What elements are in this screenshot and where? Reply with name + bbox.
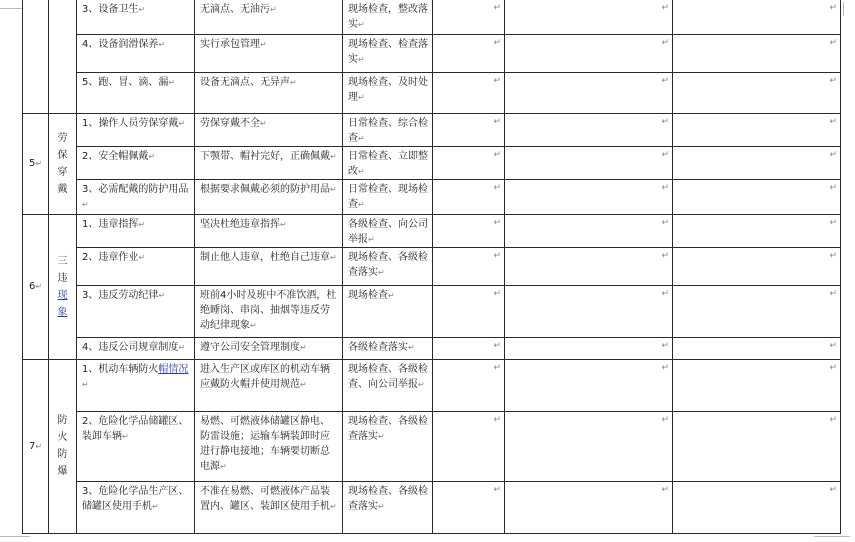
item-cell: 3、危险化学品生产区、储罐区使用手机↵ (77, 481, 195, 533)
row-number-cell: 6↵ (23, 214, 49, 359)
item-cell: 3、设备卫生↵ (77, 0, 195, 34)
category-cell (49, 0, 77, 113)
blank-cell: ↵ (673, 481, 841, 533)
item-cell: 1、操作人员劳保穿戴↵ (77, 113, 195, 146)
blank-cell: ↵ (505, 179, 673, 214)
crop-mark (843, 2, 844, 16)
standard-cell: 进入生产区或库区的机动车辆应戴防火帽并使用规范↵ (195, 359, 343, 411)
blank-cell: ↵ (673, 72, 841, 113)
blank-cell: ↵ (673, 411, 841, 481)
check-method-cell: 现场检查，整改落实↵ (343, 0, 433, 34)
standard-cell: 易燃、可燃液体储罐区静电、防雷设施；运输车辆装卸时应进行静电接地；车辆要切断总电源↵ (195, 411, 343, 481)
standard-cell: 无滴点、无油污↵ (195, 0, 343, 34)
blank-cell: ↵ (433, 337, 505, 359)
item-cell: 2、安全帽佩戴↵ (77, 146, 195, 179)
blank-cell: ↵ (505, 359, 673, 411)
blank-cell: ↵ (505, 247, 673, 285)
blank-cell: ↵ (673, 214, 841, 247)
blank-cell: ↵ (505, 72, 673, 113)
table-row (23, 72, 841, 113)
blank-cell: ↵ (673, 247, 841, 285)
standard-cell: 劳保穿戴不全↵ (195, 113, 343, 146)
blank-cell: ↵ (505, 0, 673, 34)
table-row (23, 337, 841, 359)
blank-cell: ↵ (433, 285, 505, 337)
item-cell: 4、违反公司规章制度↵ (77, 337, 195, 359)
crop-mark (0, 536, 30, 537)
table-row (23, 411, 841, 481)
standard-cell: 下颚带、帽衬完好，正确佩戴↵ (195, 146, 343, 179)
blank-cell: ↵ (505, 337, 673, 359)
table-row (23, 285, 841, 337)
blank-cell: ↵ (505, 146, 673, 179)
blank-cell: ↵ (673, 359, 841, 411)
row-number-cell: 7↵ (23, 359, 49, 533)
blank-cell: ↵ (433, 179, 505, 214)
blank-cell: ↵ (505, 411, 673, 481)
item-cell: 3、违反劳动纪律↵ (77, 285, 195, 337)
item-cell: 4、设备润滑保养↵ (77, 34, 195, 72)
standard-cell: 班前4小时及班中不准饮酒，杜绝睡岗、串岗、抽烟等违反劳动纪律现象↵ (195, 285, 343, 337)
blank-cell: ↵ (433, 481, 505, 533)
check-method-cell: 各级检查落实↵ (343, 337, 433, 359)
standard-cell: 不准在易燃、可燃液体产品装置内、罐区、装卸区使用手机↵ (195, 481, 343, 533)
inspection-table (22, 0, 841, 534)
blank-cell: ↵ (673, 179, 841, 214)
item-cell: 2、危险化学品储罐区、装卸车辆↵ (77, 411, 195, 481)
check-method-cell: 日常检查、立即整改↵ (343, 146, 433, 179)
category-cell: 三 违 现 象 (49, 214, 77, 359)
table-row (23, 34, 841, 72)
check-method-cell: 现场检查、各级检查落实↵ (343, 481, 433, 533)
blank-cell: ↵ (673, 146, 841, 179)
table-row (23, 481, 841, 533)
standard-cell: 坚决杜绝违章指挥↵ (195, 214, 343, 247)
crop-mark (0, 8, 22, 9)
blank-cell: ↵ (433, 214, 505, 247)
row-number-cell (23, 0, 49, 113)
item-cell: 3、必需配戴的防护用品↵ (77, 179, 195, 214)
item-cell: 1、机动车辆防火帽情况↵ (77, 359, 195, 411)
item-cell: 2、违章作业↵ (77, 247, 195, 285)
blank-cell: ↵ (505, 34, 673, 72)
check-method-cell: 现场检查、各级检查落实↵ (343, 247, 433, 285)
blank-cell: ↵ (433, 0, 505, 34)
category-cell: 劳 保 穿 戴 (49, 113, 77, 214)
blank-cell: ↵ (433, 72, 505, 113)
blank-cell: ↵ (433, 411, 505, 481)
blank-cell: ↵ (505, 113, 673, 146)
check-method-cell: 各级检查、向公司举报↵ (343, 214, 433, 247)
check-method-cell: 日常检查、现场检查↵ (343, 179, 433, 214)
blank-cell: ↵ (673, 285, 841, 337)
blank-cell: ↵ (673, 0, 841, 34)
blank-cell: ↵ (433, 247, 505, 285)
blank-cell: ↵ (433, 34, 505, 72)
check-method-cell: 现场检查↵ (343, 285, 433, 337)
standard-cell: 遵守公司安全管理制度↵ (195, 337, 343, 359)
blank-cell: ↵ (673, 113, 841, 146)
check-method-cell: 现场检查、各级检查、向公司举报↵ (343, 359, 433, 411)
blank-cell: ↵ (433, 113, 505, 146)
category-cell: 防 火 防 爆 (49, 359, 77, 533)
blank-cell: ↵ (433, 146, 505, 179)
item-cell: 1、违章指挥↵ (77, 214, 195, 247)
standard-cell: 根据要求佩戴必须的防护用品↵ (195, 179, 343, 214)
standard-cell: 设备无滴点、无异声↵ (195, 72, 343, 113)
table-row (23, 247, 841, 285)
table-row (23, 0, 841, 34)
blank-cell: ↵ (673, 34, 841, 72)
standard-cell: 制止他人违章，杜绝自己违章↵ (195, 247, 343, 285)
table-row (23, 179, 841, 214)
table-row (23, 146, 841, 179)
table-row (23, 113, 841, 146)
check-method-cell: 现场检查、各级检查落实↵ (343, 411, 433, 481)
blank-cell: ↵ (505, 214, 673, 247)
standard-cell: 实行承包管理↵ (195, 34, 343, 72)
blank-cell: ↵ (505, 285, 673, 337)
item-cell: 5、跑、冒、滴、漏↵ (77, 72, 195, 113)
check-method-cell: 现场检查、检查落实↵ (343, 34, 433, 72)
check-method-cell: 日常检查、综合检查↵ (343, 113, 433, 146)
crop-mark (814, 536, 850, 537)
blank-cell: ↵ (505, 481, 673, 533)
row-number-cell: 5↵ (23, 113, 49, 214)
blank-cell: ↵ (433, 359, 505, 411)
table-row (23, 359, 841, 411)
blank-cell: ↵ (673, 337, 841, 359)
check-method-cell: 现场检查、及时处理↵ (343, 72, 433, 113)
table-row (23, 214, 841, 247)
